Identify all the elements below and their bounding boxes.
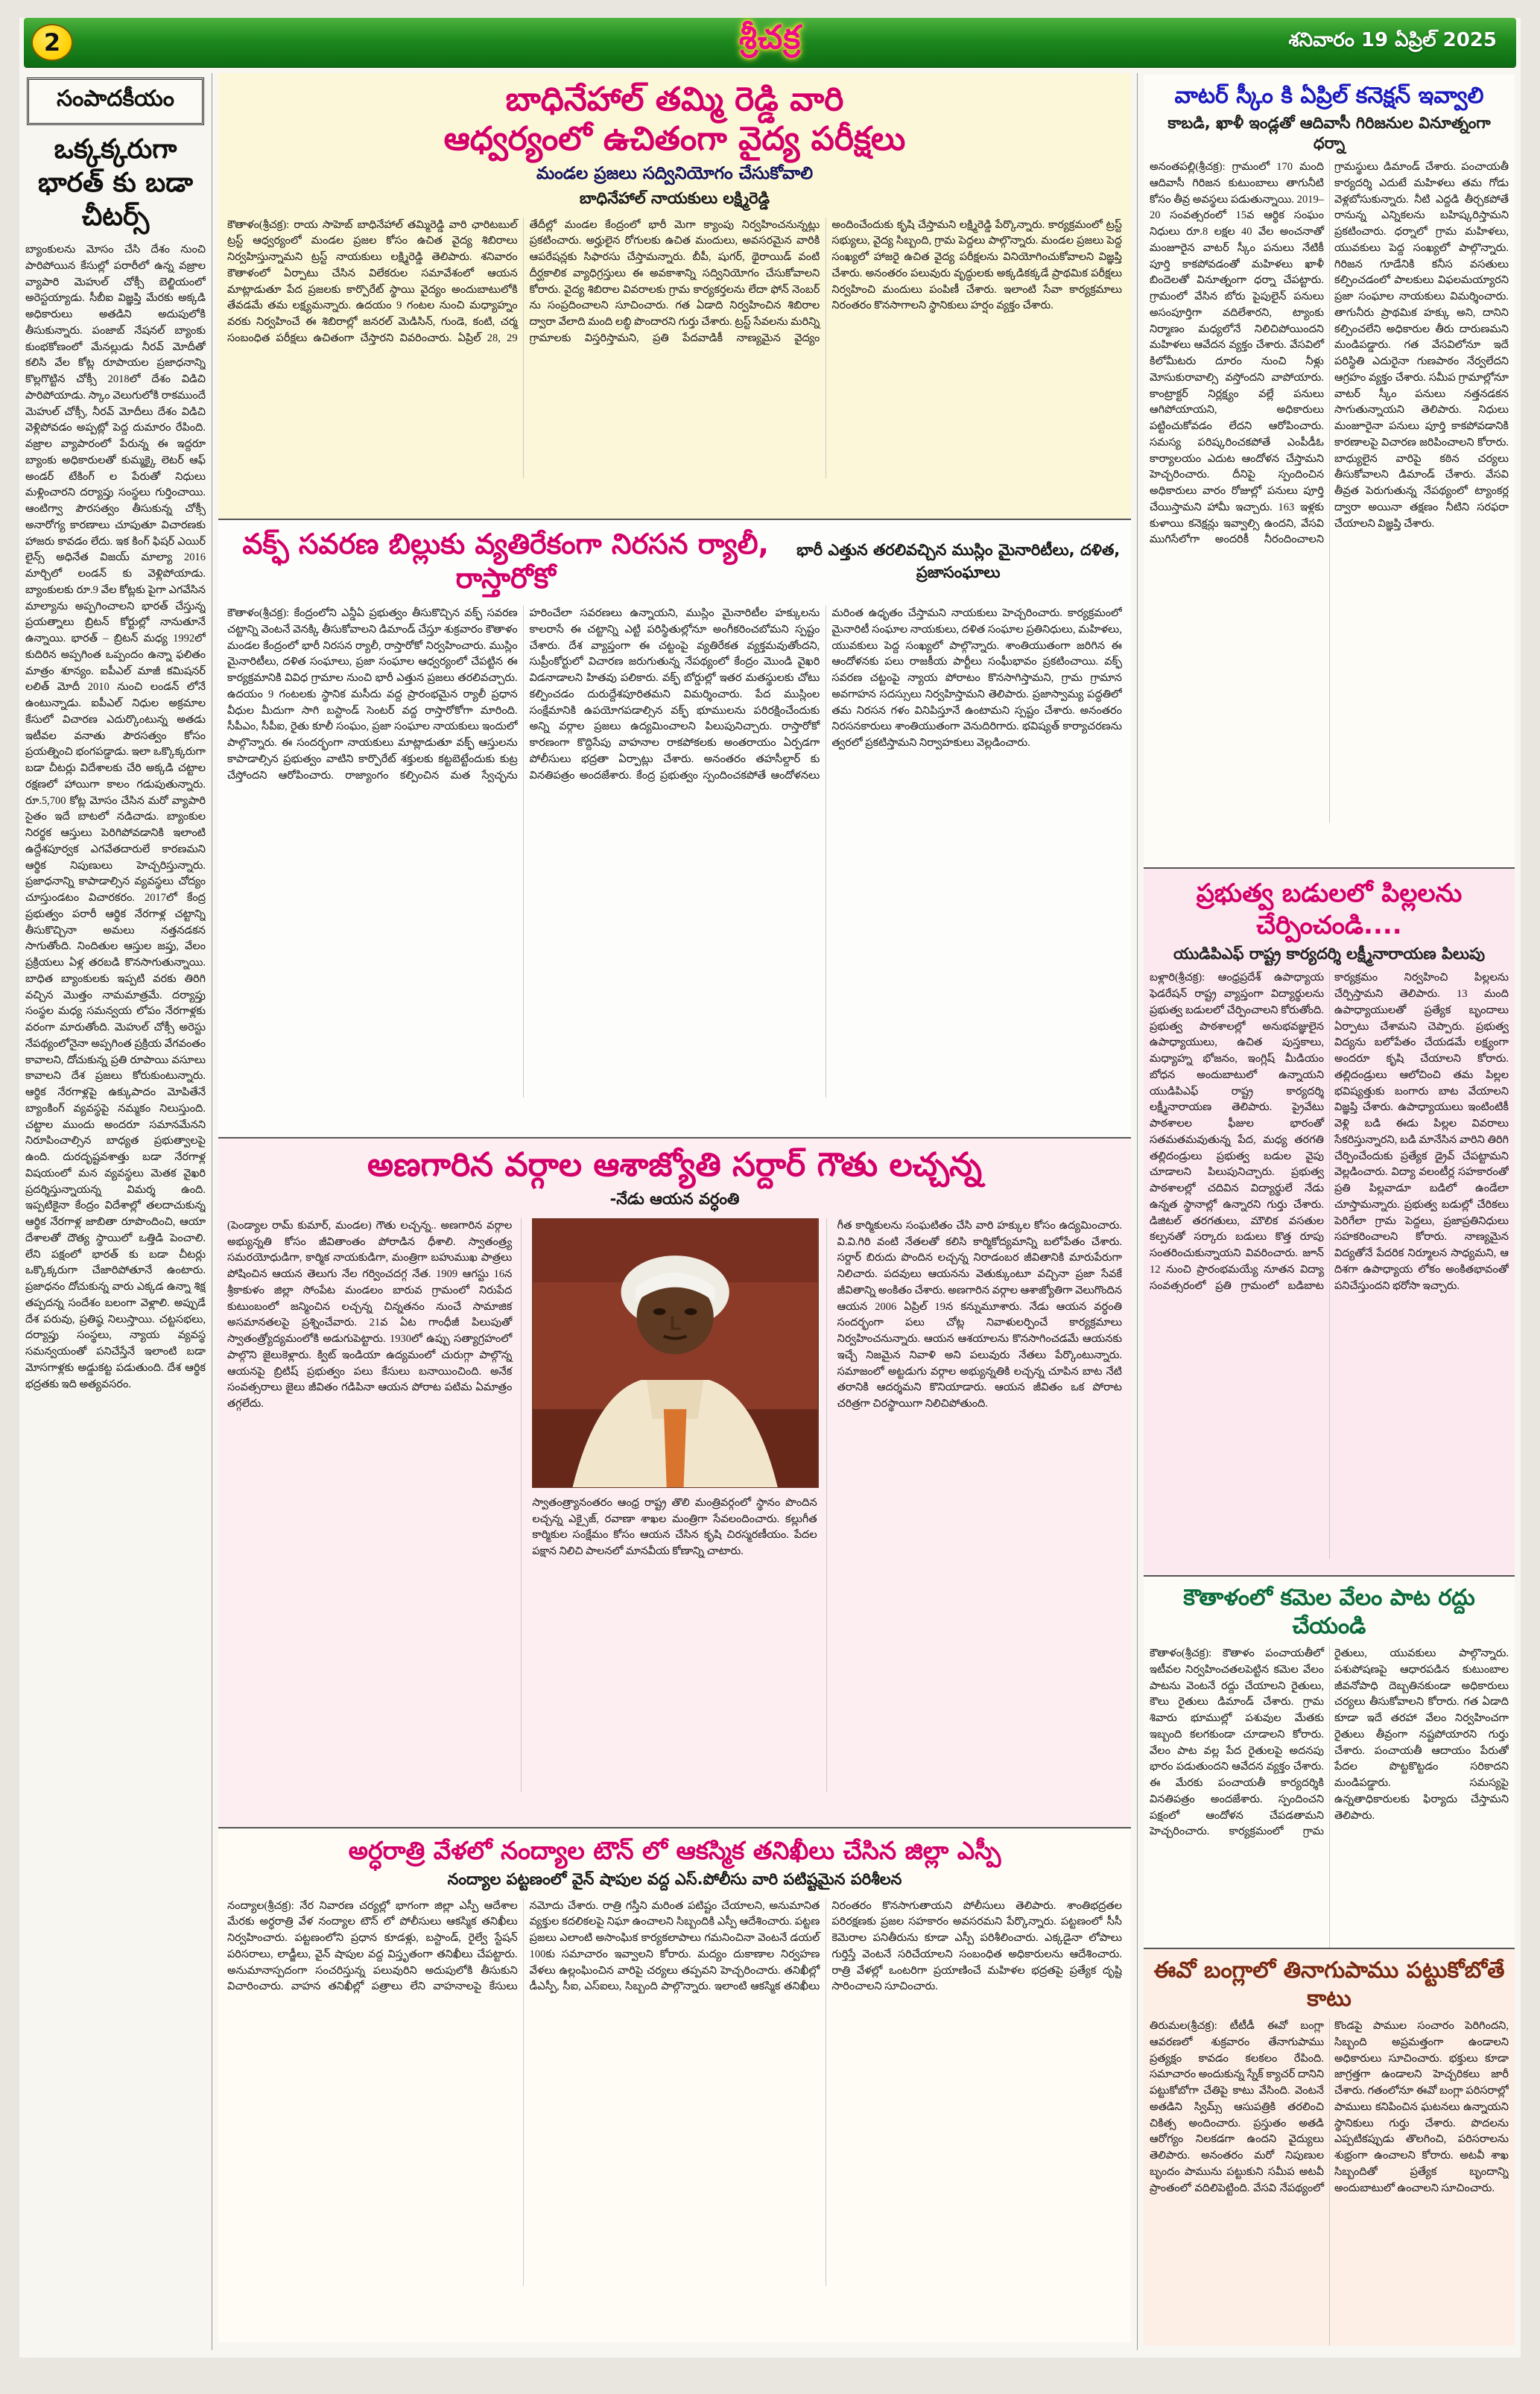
- newspaper-page: [19, 18, 1521, 2357]
- masthead-bar: [24, 18, 1516, 67]
- article1-headline-line1: బాధినేహాల్ తమ్మి రెడ్డి వారి: [505, 80, 844, 118]
- article4-headline: అర్ధరాత్రి వేళలో నంద్యాల టౌన్ లో ఆకస్మిక తనిఖీలు చేసిన జిల్లా ఎస్పీ: [348, 1836, 1001, 1865]
- article4-body: నంద్యాల(శ్రీచక్ర): నేర నివారణ చర్యల్లో భాగంగా జిల్లా ఎస్పీ ఆదేశాల మేరకు అర్ధరాత్రి వేళ నంద్యాల టౌన్ లో పోలీసులు ఆకస్మిక తనిఖీలు నిర్వహించారు. పట్టణంలోని ప్రధాన కూడళ్లు, బస్టాండ్, రైల్వే స్టేషన్ పరిసరాలు, లాడ్జీలు, వైన్ షాపుల వద్ద విస్తృతంగా తనిఖీలు చేపట్టారు. అనుమానాస్పదంగా సంచరిస్తున్న పలువురిని అదుపులోకి తీసుకుని విచారించారు. వాహన తనిఖీల్లో పత్రాలు లేని వాహనాలపై కేసులు నమోదు చేశారు. రాత్రి గస్తీని మరింత పటిష్టం చేయాలని, అనుమానిత వ్యక్తుల కదలికలపై నిఘా ఉంచాలని సిబ్బందికి ఎస్పీ ఆదేశించారు. పట్టణ ప్రజలు ఎలాంటి అసాంఘిక కార్యకలాపాలు గమనించినా వెంటనే డయల్ 100కు సమాచారం ఇవ్వాలని కోరారు. మద్యం దుకాణాల నిర్వహణ వేళలు ఉల్లంఘించిన వారిపై చర్యలు తప్పవని హెచ్చరించారు. తనిఖీల్లో డీఎస్పీ, సీఐ, ఎస్ఐలు, సిబ్బంది పాల్గొన్నారు. ఇలాంటి ఆకస్మిక తనిఖీలు నిరంతరం కొనసాగుతాయని పోలీసులు తెలిపారు. శాంతిభద్రతల పరిరక్షణకు ప్రజల సహకారం అవసరమని పేర్కొన్నారు. పట్టణంలో సీసీ కెమెరాల పనితీరును కూడా ఎస్పీ పరిశీలించారు. ఎక్కడైనా లోపాలు గుర్తిస్తే వెంటనే సరిచేయాలని సంబంధిత అధికారులను ఆదేశించారు. రాత్రి వేళల్లో ఒంటరిగా ప్రయాణించే మహిళల భద్రతపై ప్రత్యేక దృష్టి సారించాలని సూచించారు.: [227, 1899, 1122, 1993]
- article-waqf-protest: [218, 520, 1131, 1139]
- article3-body-col2: స్వాతంత్ర్యానంతరం ఆంధ్ర రాష్ట్ర తొలి మంత్రివర్గంలో స్థానం పొందిన లచ్చన్న ఎక్సైజ్, రవాణా శాఖల మంత్రిగా సేవలందించారు. కల్లుగీత కార్మికుల సంక్షేమం కోసం ఆయన చేసిన కృషి చిరస్మరణీయం. పేదల పక్షాన నిలిచి పాలనలో మానవీయ కోణాన్ని చాటారు.: [532, 1496, 817, 1558]
- right3-headline: కౌతాళంలో కమెల వేలం పాట రద్దు చేయండి: [1183, 1585, 1475, 1639]
- right3-body: కౌతాళం(శ్రీచక్ర): కౌతాళం పంచాయతీలో ఇటీవల నిర్వహించతలపెట్టిన కమెల వేలం పాటను వెంటనే రద్దు చేయాలని రైతులు, కౌలు రైతులు డిమాండ్ చేశారు. గ్రామ శివారు భూముల్లో పశువుల మేతకు ఇబ్బంది కలగకుండా చూడాలని కోరారు. వేలం పాట వల్ల పేద రైతులపై అదనపు భారం పడుతుందని ఆవేదన వ్యక్తం చేశారు. ఈ మేరకు పంచాయతీ కార్యదర్శికి వినతిపత్రం అందజేశారు. స్పందించని పక్షంలో ఆందోళన చేపడతామని హెచ్చరించారు. కార్యక్రమంలో గ్రామ రైతులు, యువకులు పాల్గొన్నారు. పశుపోషణపై ఆధారపడిన కుటుంబాల జీవనోపాధి దెబ్బతినకుండా అధికారులు చర్యలు తీసుకోవాలని కోరారు. గత ఏడాది కూడా ఇదే తరహా వేలం నిర్వహించగా రైతులు తీవ్రంగా నష్టపోయారని గుర్తు చేశారు. పంచాయతీ ఆదాయం పేరుతో పేదల పొట్టకొట్టడం సరికాదని మండిపడ్డారు. సమస్యపై ఉన్నతాధికారులకు ఫిర్యాదు చేస్తామని తెలిపారు.: [1150, 1647, 1509, 1838]
- article1-headline-line2: ఆధ్వర్యంలో ఉచితంగా వైద్య పరీక్షలు: [443, 119, 906, 158]
- editorial-section-label: [27, 77, 204, 125]
- right4-headline: ఈవో బంగ్లాలో తినాగుపాము పట్టుకోబోతే కాటు: [1153, 1957, 1505, 2012]
- right2-subhead: యుడిపిఎఫ్ రాష్ట్ర కార్యదర్శి లక్ష్మీనారాయణ పిలుపు: [1173, 945, 1486, 963]
- gautu-latchanna-photo: [532, 1218, 818, 1488]
- article-govt-schools: [1144, 869, 1515, 1577]
- article2-subhead: భారీ ఎత్తున తరలివచ్చిన ముస్లిం మైనారిటీలు, దళిత, ప్రజాసంఘాలు: [796, 540, 1121, 581]
- article-gautu-latchanna: [218, 1139, 1131, 1828]
- article-snake-bite: [1144, 1949, 1515, 2346]
- article3-col2: [532, 1218, 826, 1792]
- portrait-illustration: [533, 1219, 817, 1487]
- article2-body: కౌతాళం(శ్రీచక్ర): కేంద్రంలోని ఎన్డీఏ ప్రభుత్వం తీసుకొచ్చిన వక్ఫ్ సవరణ చట్టాన్ని వెంటనే వెనక్కి తీసుకోవాలని డిమాండ్ చేస్తూ శుక్రవారం కౌతాళం మండల కేంద్రంలో భారీ నిరసన ర్యాలీ, రాస్తారోకో నిర్వహించారు. ముస్లిం మైనారిటీలు, దళిత సంఘాలు, ప్రజా సంఘాల ఆధ్వర్యంలో చేపట్టిన ఈ కార్యక్రమానికి వివిధ గ్రామాల నుంచి భారీ ఎత్తున ప్రజలు తరలివచ్చారు. ఉదయం 9 గంటలకు స్థానిక మసీదు వద్ద ప్రారంభమైన ర్యాలీ ప్రధాన వీధుల మీదుగా సాగి బస్టాండ్ సెంటర్ వద్ద రాస్తారోకోగా మారింది. సీపీఎం, సీపీఐ, రైతు కూలీ సంఘం, ప్రజా సంఘాల నాయకులు ఇందులో పాల్గొన్నారు. ఈ సందర్భంగా నాయకులు మాట్లాడుతూ వక్ఫ్ ఆస్తులను కాపాడాల్సిన ప్రభుత్వం వాటిని కార్పొరేట్ శక్తులకు కట్టబెట్టేందుకు కుట్ర చేస్తోందని ఆరోపించారు. రాజ్యాంగం కల్పించిన మత స్వేచ్ఛను హరించేలా సవరణలు ఉన్నాయని, ముస్లిం మైనారిటీల హక్కులను కాలరాసే ఈ చట్టాన్ని ఎట్టి పరిస్థితుల్లోనూ అంగీకరించబోమని స్పష్టం చేశారు. దేశ వ్యాప్తంగా ఈ చట్టంపై వ్యతిరేకత వ్యక్తమవుతోందని, సుప్రీంకోర్టులో విచారణ జరుగుతున్న నేపథ్యంలో కేంద్రం మొండి వైఖరి విడనాడాలని హితవు పలికారు. వక్ఫ్ బోర్డుల్లో ఇతర మతస్థులకు చోటు కల్పించడం దురుద్దేశపూరితమని విమర్శించారు. పేద ముస్లింల సంక్షేమానికి ఉపయోగపడాల్సిన వక్ఫ్ భూములను పరిరక్షించేందుకు అన్ని వర్గాల ప్రజలు ఉద్యమించాలని పిలుపునిచ్చారు. రాస్తారోకో కారణంగా కొద్దిసేపు వాహనాల రాకపోకలకు అంతరాయం ఏర్పడగా పోలీసులు భద్రతా ఏర్పాట్లు చేశారు. అనంతరం తహసీల్దార్ కు వినతిపత్రం అందజేశారు. కేంద్ర ప్రభుత్వం స్పందించకపోతే ఆందోళనలు మరింత ఉధృతం చేస్తామని నాయకులు హెచ్చరించారు. కార్యక్రమంలో మైనారిటీ సంఘాల నాయకులు, దళిత సంఘాల ప్రతినిధులు, మహిళలు, యువకులు పెద్ద సంఖ్యలో పాల్గొన్నారు. శాంతియుతంగా జరిగిన ఈ ఆందోళనకు పలు రాజకీయ పార్టీలు సంఘీభావం ప్రకటించాయి. వక్ఫ్ సవరణ చట్టంపై న్యాయ పోరాటం కొనసాగిస్తామని, గ్రామ గ్రామాన అవగాహన సదస్సులు నిర్వహిస్తామని తెలిపారు. ప్రజాస్వామ్య పద్ధతిలో తమ నిరసన గళం వినిపిస్తూనే ఉంటామని స్పష్టం చేశారు. అనంతరం నిరసనకారులు శాంతియుతంగా వెనుదిరిగారు. భవిష్యత్ కార్యాచరణను త్వరలో ప్రకటిస్తామని నిర్వాహకులు వెల్లడించారు.: [227, 607, 1122, 782]
- article-sp-inspections: [218, 1828, 1131, 2343]
- right1-headline: వాటర్ స్కీం కి ఏప్రిల్ కనెక్షన్ ఇవ్వాలి: [1174, 83, 1484, 109]
- editorial-headline: ఒక్కక్కరుగా భారత్ కు బడా చీటర్స్: [38, 134, 193, 232]
- article3-subhead: -నేడు ఆయన వర్ధంతి: [609, 1189, 740, 1208]
- article3-body-col3: గీత కార్మికులను సంఘటితం చేసి వారి హక్కుల కోసం ఉద్యమించారు. వి.వి.గిరి వంటి నేతలతో కలిసి కార్మికోద్యమాన్ని బలోపేతం చేశారు. సర్దార్ బిరుదు పొందిన లచ్చన్న నిరాడంబర జీవితానికి మారుపేరుగా నిలిచారు. పదవులు ఆయనను వెతుక్కుంటూ వచ్చినా ప్రజా సేవకే జీవితాన్ని అంకితం చేశారు. అణగారిన వర్గాల ఆశాజ్యోతిగా వెలుగొందిన ఆయన 2006 ఏప్రిల్ 19న కన్నుమూశారు. నేడు ఆయన వర్ధంతి సందర్భంగా పలు చోట్ల నివాళులర్పించే కార్యక్రమాలు నిర్వహించనున్నారు. ఆయన ఆశయాలను కొనసాగించడమే ఆయనకు ఇచ్చే నిజమైన నివాళి అని పలువురు నేతలు పేర్కొంటున్నారు. సమాజంలో అట్టడుగు వర్గాల అభ్యున్నతికి లచ్చన్న చూపిన బాట నేటి తరానికి ఆదర్శమని కొనియాడారు. ఆయన జీవితం ఒక పోరాట చరిత్రగా చిరస్థాయిగా నిలిచిపోతుంది.: [837, 1219, 1122, 1410]
- issue-date: శనివారం 19 ఏప్రిల్ 2025: [1288, 29, 1497, 51]
- article-free-medical-camps: [218, 73, 1131, 520]
- article1-body: కౌతాళం(శ్రీచక్ర): రాయ సాహెబ్ బాధినేహాల్ తమ్మిరెడ్డి వారి ఛారిటబుల్ ట్రస్ట్ ఆధ్వర్యంలో మండల ప్రజల కోసం ఉచిత వైద్య శిబిరాలు నిర్వహిస్తున్నామని ట్రస్ట్ నాయకులు లక్ష్మిరెడ్డి తెలిపారు. శనివారం కౌతాళంలో ఏర్పాటు చేసిన విలేకరుల సమావేశంలో ఆయన మాట్లాడుతూ పేద ప్రజలకు కార్పొరేట్ స్థాయి వైద్యం అందుబాటులోకి తేవడమే తమ లక్ష్యమన్నారు. ఉదయం 9 గంటల నుంచి మధ్యాహ్నం వరకు నిర్వహించే ఈ శిబిరాల్లో జనరల్ మెడిసిన్, గుండె, కంటి, చర్మ సంబంధిత పరీక్షలు ఉచితంగా చేస్తారని వివరించారు. ఏప్రిల్ 28, 29 తేదీల్లో మండల కేంద్రంలో భారీ మెగా క్యాంపు నిర్వహించనున్నట్లు ప్రకటించారు. అర్హులైన రోగులకు ఉచిత మందులు, అవసరమైన వారికి ఆపరేషన్లకు సిఫారసు చేస్తామన్నారు. బీపీ, షుగర్, థైరాయిడ్ వంటి దీర్ఘకాలిక వ్యాధిగ్రస్తులు ఈ అవకాశాన్ని సద్వినియోగం చేసుకోవాలని కోరారు. వైద్య శిబిరాల వివరాలకు గ్రామ కార్యకర్తలను లేదా ఫోన్ నెంబర్ ను సంప్రదించాలని సూచించారు. గత ఏడాది నిర్వహించిన శిబిరాల ద్వారా వేలాది మంది లబ్ధి పొందారని గుర్తు చేశారు. ట్రస్ట్ సేవలను మరిన్ని గ్రామాలకు విస్తరిస్తామని, ప్రతి పేదవాడికీ నాణ్యమైన వైద్యం అందించేందుకు కృషి చేస్తామని లక్ష్మిరెడ్డి పేర్కొన్నారు. కార్యక్రమంలో ట్రస్ట్ సభ్యులు, వైద్య సిబ్బంది, గ్రామ పెద్దలు పాల్గొన్నారు. మండల ప్రజలు పెద్ద సంఖ్యలో హాజరై ఉచిత వైద్య పరీక్షలను వినియోగించుకోవాలని విజ్ఞప్తి చేశారు. అనంతరం పలువురు వృద్ధులకు అక్కడికక్కడే ప్రాథమిక పరీక్షలు నిర్వహించి మందులు పంపిణీ చేశారు. ఇలాంటి సేవా కార్యక్రమాలు నిరంతరం కొనసాగాలని స్థానికులు హర్షం వ్యక్తం చేశారు.: [227, 218, 1122, 344]
- article3-headline: అణగారిన వర్గాల ఆశాజ్యోతి సర్దార్ గౌతు లచ్చన్న: [367, 1146, 982, 1184]
- page-content: [24, 73, 1516, 2350]
- right2-headline: ప్రభుత్వ బడులలో పిల్లలను చేర్పించండి....: [1196, 878, 1463, 940]
- center-column: [212, 73, 1138, 2350]
- article1-subhead2: బాధినేహాల్ నాయకులు లక్ష్మిరెడ్డి: [579, 189, 770, 207]
- editorial-body: బ్యాంకులను మోసం చేసి దేశం నుంచి పారిపోయిన కేసుల్లో పరారీలో ఉన్న వజ్రాల వ్యాపారి మెహుల్ చోక్సీ బెల్జియంలో అరెస్టయ్యాడు. సీబీఐ విజ్ఞప్తి మేరకు అక్కడి అధికారులు అతడిని అదుపులోకి తీసుకున్నారు. పంజాబ్ నేషనల్ బ్యాంకు కుంభకోణంలో మేనల్లుడు నీరవ్ మోదీతో కలిసి వేల కోట్ల రూపాయల ప్రజాధనాన్ని కొల్లగొట్టిన చోక్సీ 2018లో దేశం విడిచి పారిపోయాడు. స్కాం వెలుగులోకి రాకముందే మెహుల్ చోక్సీ, నీరవ్ మోదీలు దేశం విడిచి వెళ్లిపోవడం అప్పట్లో పెద్ద దుమారం రేపింది. వజ్రాల వ్యాపారంలో పేరున్న ఈ ఇద్దరూ బ్యాంకు అధికారులతో కుమ్మక్కై లెటర్ ఆఫ్ అండర్ టేకింగ్ ల పేరుతో నిధులు మళ్లించారని దర్యాప్తు సంస్థలు గుర్తించాయి. ఆంటిగ్వా పౌరసత్వం తీసుకున్న చోక్సీ అనారోగ్య కారణాలు చూపుతూ విచారణకు హాజరు కావడం లేదు. ఇక కింగ్ ఫిషర్ ఎయిర్ లైన్స్ అధినేత విజయ్ మాల్యా 2016 మార్చిలో లండన్ కు వెళ్లిపోయాడు. బ్యాంకులకు రూ.9 వేల కోట్లకు పైగా ఎగవేసిన మాల్యాను అప్పగించాలని భారత్ చేస్తున్న ప్రయత్నాలు బ్రిటన్ కోర్టుల్లో నానుతూనే ఉన్నాయి. భారత్ – బ్రిటన్ మధ్య 1992లో కుదిరిన అప్పగింత ఒప్పందం ఉన్నా ఫలితం మాత్రం శూన్యం. ఐపీఎల్ మాజీ కమిషనర్ లలిత్ మోదీ 2010 నుంచి లండన్ లోనే ఉంటున్నాడు. ఐపీఎల్ నిధుల అక్రమాల కేసులో విచారణ ఎదుర్కొంటున్న అతడు ఇటీవల వనాతు పౌరసత్వం కోసం ప్రయత్నించి భంగపడ్డాడు. ఇలా ఒక్కొక్కరుగా బడా చీటర్లు విదేశాలకు చేరి అక్కడి చట్టాల రక్షణలో హాయిగా కాలం గడుపుతున్నారు. రూ.5,700 కోట్ల మోసం చేసిన మరో వ్యాపారి సైతం ఇదే బాటలో నడిచాడు. బ్యాంకుల నిరర్థక ఆస్తులు పెరిగిపోవడానికి ఇలాంటి ఉద్దేశపూర్వక ఎగవేతదారులే కారణమని ఆర్థిక నిపుణులు హెచ్చరిస్తున్నారు. ప్రజాధనాన్ని కాపాడాల్సిన వ్యవస్థలు చోద్యం చూస్తుండటం విచారకరం. 2017లో కేంద్ర ప్రభుత్వం పరారీ ఆర్థిక నేరగాళ్ల చట్టాన్ని తీసుకొచ్చినా అమలు నత్తనడకన సాగుతోంది. నిందితుల ఆస్తుల జప్తు, వేలం ప్రక్రియలు ఏళ్ల తరబడి కొనసాగుతున్నాయి. బాధిత బ్యాంకులకు ఇప్పటి వరకు తిరిగి వచ్చిన మొత్తం నామమాత్రమే. దర్యాప్తు సంస్థల మధ్య సమన్వయ లోపం నేరగాళ్లకు వరంగా మారుతోంది. మెహుల్ చోక్సీ అరెస్టు నేపథ్యంలోనైనా అప్పగింత ప్రక్రియ వేగవంతం కావాలని, దోచుకున్న ప్రతి రూపాయి వసూలు కావాలని దేశ ప్రజలు కోరుకుంటున్నారు. ఆర్థిక నేరగాళ్లపై ఉక్కుపాదం మోపితేనే బ్యాంకింగ్ వ్యవస్థపై నమ్మకం నిలుస్తుంది. చట్టాల ముందు అందరూ సమానమేనని నిరూపించాల్సిన బాధ్యత ప్రభుత్వాలపై ఉంది. దురదృష్టవశాత్తు బడా నేరగాళ్ల విషయంలో మన వ్యవస్థలు మెతక వైఖరి ప్రదర్శిస్తున్నాయన్న విమర్శ ఉంది. ఇప్పటికైనా కేంద్రం విదేశాల్లో తలదాచుకున్న ఆర్థిక నేరగాళ్ల జాబితా రూపొందించి, ఆయా దేశాలతో దౌత్య స్థాయిలో ఒత్తిడి పెంచాలి. లేని పక్షంలో భారత్ కు బడా చీటర్లు ఒక్కొక్కరుగా చేజారిపోతూనే ఉంటారు. ప్రజాధనం దోచుకున్న వారు ఎక్కడ ఉన్నా శిక్ష తప్పదన్న సందేశం బలంగా వెళ్లాలి. అప్పుడే దేశ పరువు, ప్రతిష్ఠ నిలుస్తాయి. చట్టసభలు, దర్యాప్తు సంస్థలు, న్యాయ వ్యవస్థ సమన్వయంతో పనిచేస్తేనే ఇలాంటి బడా మోసగాళ్లకు అడ్డుకట్ట పడుతుంది. దేశ ఆర్థిక భద్రతకు ఇది అత్యవసరం.: [25, 244, 206, 1390]
- right2-body: బళ్లారి(శ్రీచక్ర): ఆంధ్రప్రదేశ్ ఉపాధ్యాయ ఫెడరేషన్ రాష్ట్ర వ్యాప్తంగా విద్యార్థులను ప్రభుత్వ బడులలో చేర్పించాలని కోరుతోంది. ప్రభుత్వ పాఠశాలల్లో అనుభవజ్ఞులైన ఉపాధ్యాయులు, ఉచిత పుస్తకాలు, మధ్యాహ్న భోజనం, ఇంగ్లిష్ మీడియం బోధన అందుబాటులో ఉన్నాయని యుడిపిఎఫ్ రాష్ట్ర కార్యదర్శి లక్ష్మీనారాయణ తెలిపారు. ప్రైవేటు పాఠశాలల ఫీజుల భారంతో సతమతమవుతున్న పేద, మధ్య తరగతి తల్లిదండ్రులు ప్రభుత్వ బడుల వైపు చూడాలని పిలుపునిచ్చారు. ప్రభుత్వ పాఠశాలల్లో చదివిన విద్యార్థులే నేడు ఉన్నత స్థానాల్లో ఉన్నారని గుర్తు చేశారు. డిజిటల్ తరగతులు, మౌలిక వసతుల కల్పనతో సర్కారు బడులు కొత్త రూపు సంతరించుకున్నాయని వివరించారు. జూన్ 12 నుంచి ప్రారంభమయ్యే నూతన విద్యా సంవత్సరంలో ప్రతి గ్రామంలో బడిబాట కార్యక్రమం నిర్వహించి పిల్లలను చేర్పిస్తామని తెలిపారు. 13 మంది ఉపాధ్యాయులతో ప్రత్యేక బృందాలు ఏర్పాటు చేశామని చెప్పారు. ప్రభుత్వ విద్యను బలోపేతం చేయడమే లక్ష్యంగా అందరూ కృషి చేయాలని కోరారు. తల్లిదండ్రులు ఆలోచించి తమ పిల్లల భవిష్యత్తుకు బంగారు బాట వేయాలని విజ్ఞప్తి చేశారు. ఉపాధ్యాయులు ఇంటింటికీ వెళ్లి బడి ఈడు పిల్లల వివరాలు సేకరిస్తున్నారని, బడి మానేసిన వారిని తిరిగి చేర్పించేందుకు ప్రత్యేక డ్రైవ్ చేపట్టామని వెల్లడించారు. విద్యా వలంటీర్ల సహకారంతో ప్రతి పిల్లవాడూ బడిలో ఉండేలా చూస్తామన్నారు. ప్రభుత్వ బడుల్లో చేరికలు పెరిగేలా గ్రామ పెద్దలు, ప్రజాప్రతినిధులు సహకరించాలని కోరారు. నాణ్యమైన విద్యతోనే పేదరిక నిర్మూలన సాధ్యమని, ఆ దిశగా ఉపాధ్యాయ లోకం అంకితభావంతో పనిచేస్తుందని భరోసా ఇచ్చారు.: [1150, 972, 1509, 1292]
- article-water-scheme: [1144, 75, 1515, 869]
- right1-body: అనంతపల్లి(శ్రీచక్ర): గ్రామంలో 170 మంది ఆదివాసీ గిరిజన కుటుంబాలు తాగునీటి కోసం తీవ్ర అవస్థలు పడుతున్నాయి. 2019–20 సంవత్సరంలో 15వ ఆర్థిక సంఘం నిధులు రూ.8 లక్షల 40 వేల అంచనాతో మంజూరైన వాటర్ స్కీం పనులు నేటికీ పూర్తి కాకపోవడంతో మహిళలు ఖాళీ బిందెలతో వినూత్నంగా ధర్నా చేపట్టారు. గ్రామంలో వేసిన బోరు పైపులైన్ పనులు అసంపూర్తిగా వదిలేశారని, ట్యాంకు నిర్మాణం మధ్యలోనే నిలిచిపోయిందని మహిళలు ఆవేదన వ్యక్తం చేశారు. వేసవిలో కిలోమీటరు దూరం నుంచి నీళ్లు మోసుకురావాల్సి వస్తోందని వాపోయారు. కాంట్రాక్టర్ నిర్లక్ష్యం వల్లే పనులు ఆగిపోయాయని, అధికారులు పట్టించుకోవడం లేదని ఆరోపించారు. సమస్య పరిష్కరించకపోతే ఎంపీడీఓ కార్యాలయం ఎదుట ఆందోళన చేస్తామని హెచ్చరించారు. దీనిపై స్పందించిన అధికారులు వారం రోజుల్లో పనులు పూర్తి చేయిస్తామని హామీ ఇచ్చారు. 163 ఇళ్లకు కుళాయి కనెక్షన్లు ఇవ్వాల్సి ఉందని, వేసవి ముగిసేలోగా అందరికీ నీరందించాలని గ్రామస్థులు డిమాండ్ చేశారు. పంచాయతీ కార్యదర్శి ఎదుటే మహిళలు తమ గోడు వెళ్లబోసుకున్నారు. నీటి ఎద్దడి తీర్చకపోతే రానున్న ఎన్నికలను బహిష్కరిస్తామని ప్రకటించారు. ధర్నాలో గ్రామ మహిళలు, యువకులు పెద్ద సంఖ్యలో పాల్గొన్నారు. గిరిజన గూడేనికి కనీస వసతులు కల్పించడంలో పాలకులు విఫలమయ్యారని ప్రజా సంఘాల నాయకులు విమర్శించారు. తాగునీరు ప్రాథమిక హక్కు అని, దానిని కల్పించలేని అధికారుల తీరు దారుణమని మండిపడ్డారు. గత వేసవిలోనూ ఇదే పరిస్థితి ఎదురైనా గుణపాఠం నేర్వలేదని ఆగ్రహం వ్యక్తం చేశారు. సమీప గ్రామాల్లోనూ వాటర్ స్కీం పనులు నత్తనడకన సాగుతున్నాయని తెలిపారు. నిధులు మంజూరైనా పనులు పూర్తి కాకపోవడానికి కారణాలపై విచారణ జరిపించాలని కోరారు. బాధ్యులైన వారిపై కఠిన చర్యలు తీసుకోవాలని డిమాండ్ చేశారు. వేసవి తీవ్రత పెరుగుతున్న నేపథ్యంలో ట్యాంకర్ల ద్వారా అయినా తక్షణం నీటిని సరఫరా చేయాలని విజ్ఞప్తి చేశారు.: [1150, 161, 1509, 546]
- article1-subhead1: మండల ప్రజలు సద్వినియోగం చేసుకోవాలి: [536, 163, 814, 183]
- editorial-section-text: సంపాదకీయం: [57, 86, 174, 112]
- article3-body-col1: (పెండ్యాల రామ్ కుమార్, మండల) గౌతు లచ్చన్న.. అణగారిన వర్గాల అభ్యున్నతి కోసం జీవితాంతం పోరాడిన ధీశాలి. స్వాతంత్ర్య సమరయోధుడిగా, కార్మిక నాయకుడిగా, మంత్రిగా బహుముఖ పాత్రలు పోషించిన ఆయన తెలుగు నేల గర్వించదగ్గ నేత. 1909 ఆగస్టు 16న శ్రీకాకుళం జిల్లా సోంపేట మండలం బారువ గ్రామంలో నిరుపేద కుటుంబంలో జన్మించిన లచ్చన్న చిన్నతనం నుంచే సామాజిక అసమానతలపై ప్రశ్నించేవారు. 21వ ఏట గాంధీజీ పిలుపుతో స్వాతంత్ర్యోద్యమంలోకి అడుగుపెట్టారు. 1930లో ఉప్పు సత్యాగ్రహంలో పాల్గొని జైలుకెళ్లారు. క్విట్ ఇండియా ఉద్యమంలో చురుగ్గా పాల్గొన్న ఆయనపై బ్రిటిష్ ప్రభుత్వం పలు కేసులు బనాయించింది. అనేక సంవత్సరాలు జైలు జీవితం గడిపినా ఆయన పోరాట పటిమ ఏమాత్రం తగ్గలేదు.: [227, 1218, 522, 1792]
- article-auction-cancel: [1144, 1577, 1515, 1949]
- page-number-badge: [31, 24, 73, 61]
- article2-headline: వక్ఫ్ సవరణ బిల్లుకు వ్యతిరేకంగా నిరసన ర్యాలీ, రాస్తారోకో: [242, 528, 769, 595]
- right4-body: తిరుమల(శ్రీచక్ర): టీటీడీ ఈవో బంగ్లా ఆవరణలో శుక్రవారం తేనాగుపాము ప్రత్యక్షం కావడం కలకలం రేపింది. సమాచారం అందుకున్న స్నేక్ క్యాచర్ దానిని పట్టుకోబోగా చేతిపై కాటు వేసింది. వెంటనే అతడిని స్విమ్స్ ఆసుపత్రికి తరలించి చికిత్స అందించారు. ప్రస్తుతం అతడి ఆరోగ్యం నిలకడగా ఉందని వైద్యులు తెలిపారు. అనంతరం మరో నిపుణుల బృందం పామును పట్టుకుని సమీప అటవీ ప్రాంతంలో వదిలిపెట్టింది. వేసవి నేపథ్యంలో కొండపై పాముల సంచారం పెరిగిందని, సిబ్బంది అప్రమత్తంగా ఉండాలని అధికారులు సూచించారు. భక్తులు కూడా జాగ్రత్తగా ఉండాలని హెచ్చరికలు జారీ చేశారు. గతంలోనూ ఈవో బంగ్లా పరిసరాల్లో పాములు కనిపించిన ఘటనలు ఉన్నాయని స్థానికులు గుర్తు చేశారు. పొదలను ఎప్పటికప్పుడు తొలగించి, పరిసరాలను శుభ్రంగా ఉంచాలని కోరారు. అటవీ శాఖ సిబ్బందితో ప్రత్యేక బృందాన్ని అందుబాటులో ఉంచాలని సూచించారు.: [1150, 2020, 1509, 2194]
- page-number: 2: [43, 28, 61, 57]
- article1-headline: [227, 80, 1122, 159]
- article4-subhead: నంద్యాల పట్టణంలో వైన్ షాపుల వద్ద ఎస్.పోలీసు వారి పటిష్టమైన పరిశీలన: [447, 1869, 902, 1888]
- right-column: [1138, 73, 1516, 2350]
- right1-subhead: కాబడి, ఖాళీ ఇండ్లతో ఆదివాసీ గిరిజనుల వినూత్నంగా ధర్నా: [1167, 113, 1491, 152]
- masthead-title: శ్రీచక్ర: [738, 18, 802, 57]
- editorial-column: [24, 73, 212, 2350]
